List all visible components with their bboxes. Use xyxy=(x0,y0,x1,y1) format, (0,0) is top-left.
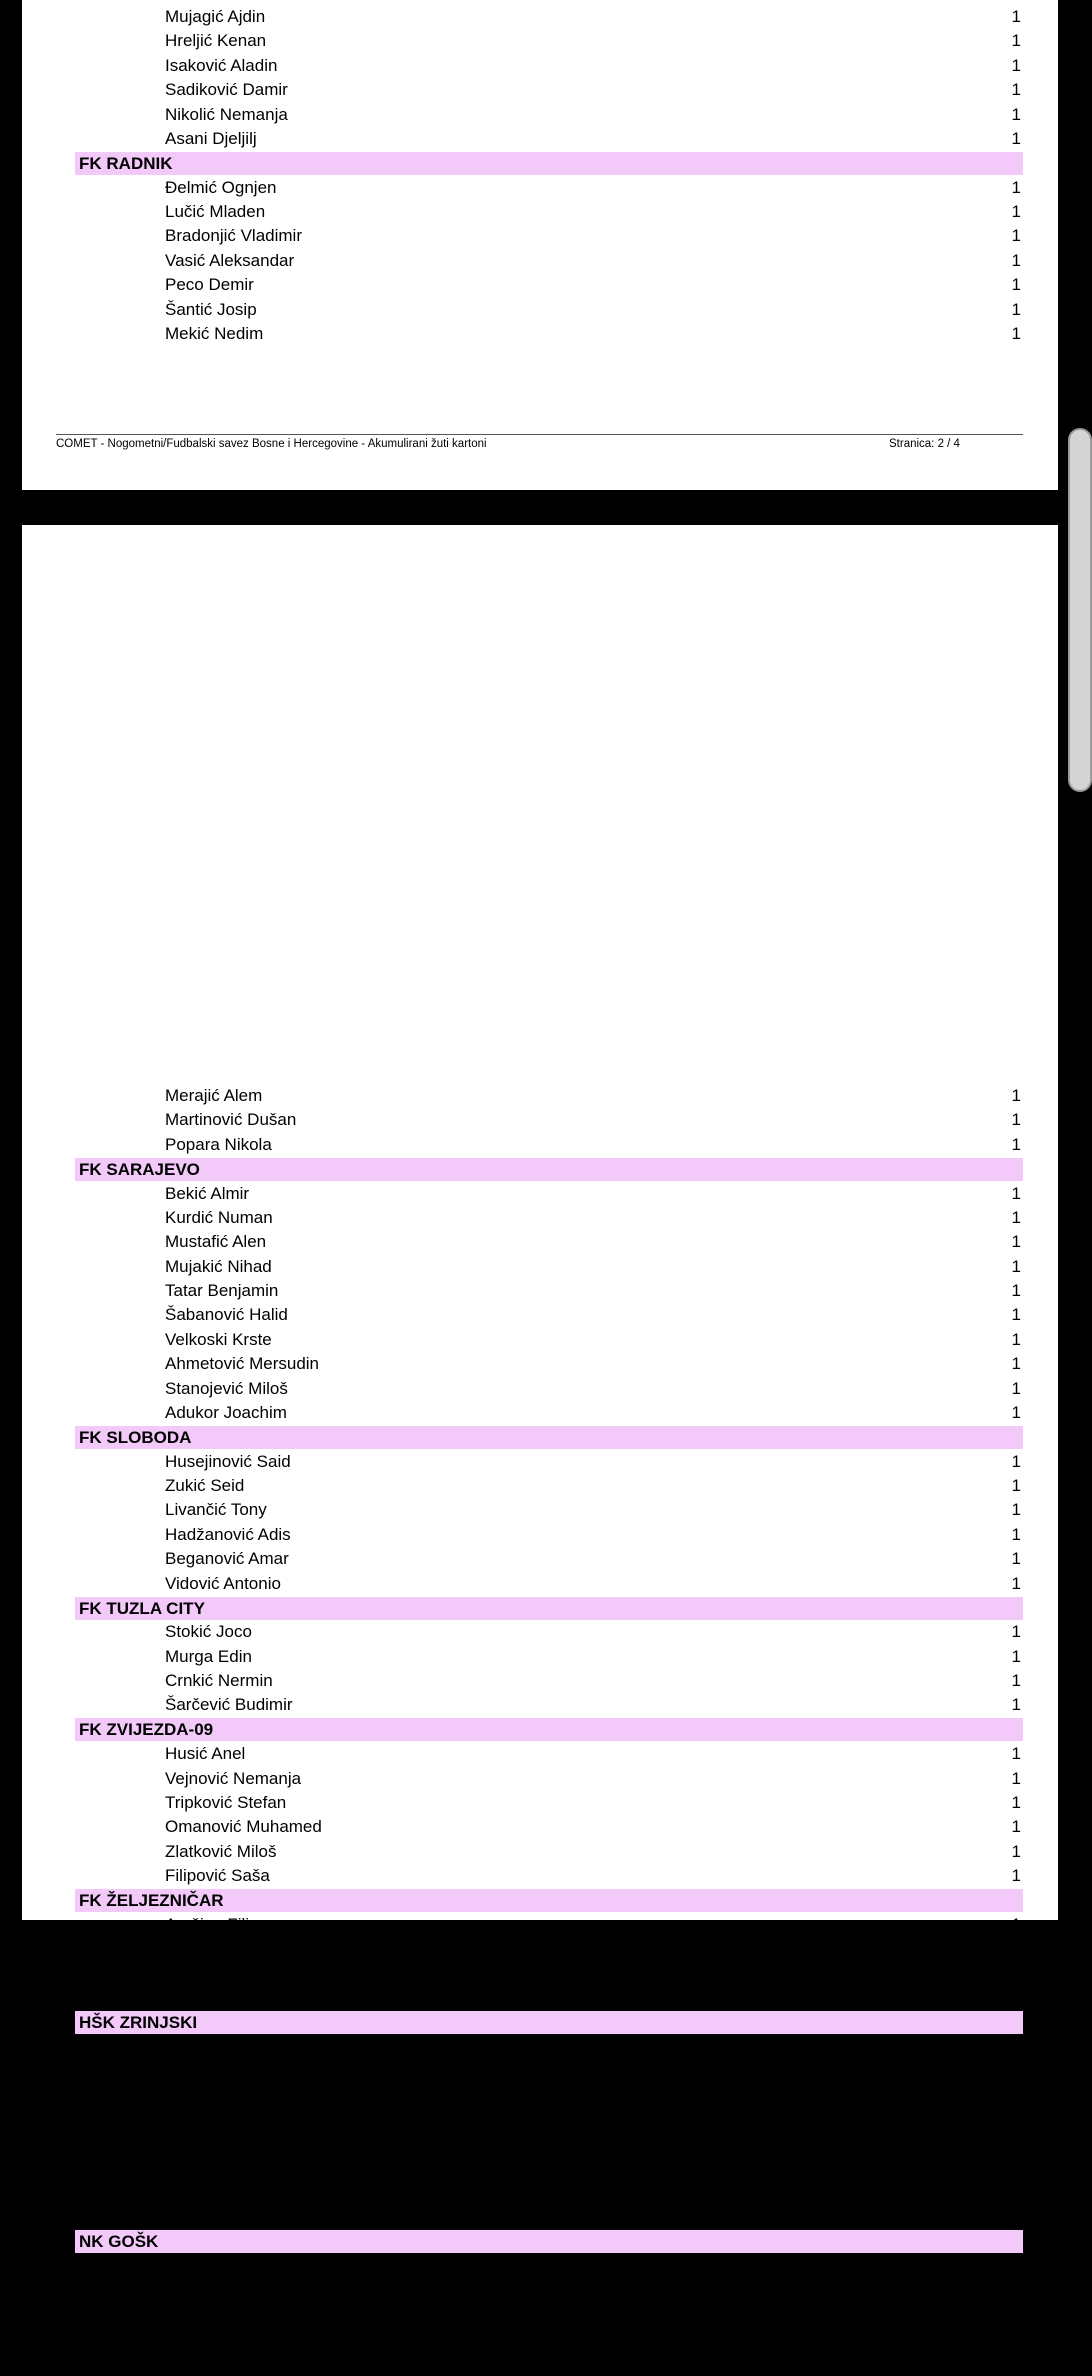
document-page-2 xyxy=(22,0,1058,490)
yellow-card-count: 1 xyxy=(1011,2134,1021,2154)
player-name: Mujakić Nihad xyxy=(165,1256,272,1276)
yellow-card-count: 1 xyxy=(1011,2109,1021,2129)
table-row xyxy=(22,2327,1058,2351)
yellow-card-count: 1 xyxy=(1011,1378,1021,1398)
yellow-card-count: 1 xyxy=(1011,2036,1021,2056)
table-row xyxy=(22,1742,1058,1766)
player-name: Ahmetović Mersudin xyxy=(165,1354,320,1374)
player-name: Asani Djeljilj xyxy=(165,128,257,148)
yellow-card-count: 1 xyxy=(1011,1207,1021,1227)
player-name: Barišić Hrvoje xyxy=(165,2182,270,2202)
table-row xyxy=(22,2352,1058,2376)
player-name: Popara Nikola xyxy=(165,1134,272,1154)
player-name: Mujagić Ajdin xyxy=(165,7,266,26)
table-row xyxy=(22,1815,1058,1839)
yellow-card-count: 1 xyxy=(1011,1817,1021,1837)
yellow-card-count: 1 xyxy=(1011,250,1021,270)
table-row xyxy=(22,1962,1058,1986)
yellow-card-count: 1 xyxy=(1011,1695,1021,1715)
table-row xyxy=(22,2205,1058,2229)
page-number: Stranica: 2 / 4 xyxy=(889,438,960,450)
yellow-card-count: 1 xyxy=(1011,2085,1021,2105)
table-row xyxy=(22,2254,1058,2278)
yellow-card-count: 1 xyxy=(1011,1792,1021,1812)
table-row xyxy=(22,1474,1058,1498)
player-name: Hairlahović Ismar xyxy=(165,2134,297,2154)
table-row xyxy=(22,2303,1058,2327)
player-name: Adukor Joachim xyxy=(165,1402,287,1422)
yellow-card-count: 1 xyxy=(1011,1183,1021,1203)
player-name: Stokić Joco xyxy=(165,1622,252,1642)
player-name: Đelmić Ognjen xyxy=(165,177,277,197)
yellow-card-count: 1 xyxy=(1011,2061,1021,2080)
player-name: Omanović Muhamed xyxy=(165,1817,322,1837)
table-row xyxy=(22,1840,1058,1864)
yellow-card-count: 1 xyxy=(1011,1549,1021,1569)
yellow-card-count: 1 xyxy=(1011,1500,1021,1520)
player-name: Velkoski Krste xyxy=(165,1329,272,1349)
table-row xyxy=(22,103,1058,127)
yellow-card-count: 1 xyxy=(1011,1232,1021,1252)
yellow-card-count: 1 xyxy=(1011,1524,1021,1544)
table-row xyxy=(22,29,1058,53)
player-name: Isaković Aladin xyxy=(165,55,278,75)
table-row xyxy=(22,1547,1058,1571)
footer-title: COMET - Nogometni/Fudbalski savez Bosne i Hercegovine - Akumulirani žuti kartoni xyxy=(56,438,487,450)
yellow-card-count: 1 xyxy=(1011,1402,1021,1422)
yellow-card-count: 1 xyxy=(1011,1866,1021,1885)
table-row xyxy=(22,1133,1058,1157)
player-name: Tatar Benjamin xyxy=(165,1281,279,1300)
yellow-card-count: 1 xyxy=(1011,1256,1021,1276)
table-row xyxy=(22,176,1058,200)
player-name: Bradonjić Vladimir xyxy=(165,226,302,246)
yellow-card-count: 1 xyxy=(1011,7,1021,26)
yellow-card-count: 1 xyxy=(1011,1086,1021,1105)
team-header-fk-tuzla-city: FK TUZLA CITY xyxy=(75,1597,1023,1620)
yellow-card-count: 1 xyxy=(1011,1914,1021,1934)
table-row xyxy=(22,1303,1058,1327)
player-name: Bekrić Samir xyxy=(165,2085,262,2105)
yellow-card-count: 1 xyxy=(1011,177,1021,197)
table-row xyxy=(22,322,1058,346)
player-name: Kadušić Advan xyxy=(165,2158,278,2178)
table-row xyxy=(22,1108,1058,1132)
yellow-card-count: 1 xyxy=(1011,202,1021,221)
table-row xyxy=(22,1206,1058,1230)
player-name: Ereiz Josip xyxy=(165,2256,249,2275)
player-name: Murga Edin xyxy=(165,1646,252,1666)
table-row xyxy=(22,2157,1058,2181)
table-row xyxy=(22,273,1058,297)
table-row xyxy=(22,200,1058,224)
yellow-card-count: 1 xyxy=(1011,2304,1021,2324)
table-row xyxy=(22,1645,1058,1669)
player-name: Hreljić Kenan xyxy=(165,31,267,51)
player-name: Beganović Amar xyxy=(165,1549,289,1569)
yellow-card-count: 1 xyxy=(1011,1329,1021,1349)
table-row xyxy=(22,1767,1058,1791)
team-header-fk-sarajevo: FK SARAJEVO xyxy=(75,1158,1023,1181)
player-name: Lučić Mladen xyxy=(165,202,266,221)
yellow-card-count: 1 xyxy=(1011,1963,1021,1983)
player-name: Husić Anel xyxy=(165,1744,246,1764)
yellow-card-count: 1 xyxy=(1011,275,1021,295)
player-name: Kurdić Numan xyxy=(165,1207,273,1227)
player-name: Bakrač Miloš xyxy=(165,1987,263,2007)
yellow-card-count: 1 xyxy=(1011,1646,1021,1666)
yellow-card-count: 1 xyxy=(1011,299,1021,319)
table-row xyxy=(22,78,1058,102)
player-name: Sadiković Damir xyxy=(165,80,288,100)
yellow-card-count: 1 xyxy=(1011,128,1021,148)
table-row xyxy=(22,5,1058,29)
player-name: Vasić Aleksandar xyxy=(165,250,295,270)
table-row xyxy=(22,127,1058,151)
yellow-card-count: 1 xyxy=(1011,2207,1021,2227)
player-name: Šarčević Budimir xyxy=(165,1695,293,1715)
yellow-card-count: 1 xyxy=(1011,1281,1021,1300)
player-name: Osmanković Kemal xyxy=(165,1939,312,1959)
table-row xyxy=(22,2132,1058,2156)
table-row xyxy=(22,1255,1058,1279)
table-row xyxy=(22,1937,1058,1961)
yellow-card-count: 1 xyxy=(1011,31,1021,51)
table-row xyxy=(22,2083,1058,2107)
yellow-card-count: 1 xyxy=(1011,1622,1021,1642)
player-name: Mustafić Alen xyxy=(165,1232,267,1252)
yellow-card-count: 1 xyxy=(1011,2329,1021,2349)
yellow-card-count: 1 xyxy=(1011,2256,1021,2275)
yellow-card-count: 1 xyxy=(1011,1110,1021,1130)
yellow-card-count: 1 xyxy=(1011,1939,1021,1959)
player-name: Šantić Josip xyxy=(165,299,257,319)
player-name: Arežina Filip xyxy=(165,1914,259,1934)
yellow-card-count: 1 xyxy=(1011,2158,1021,2178)
yellow-card-count: 1 xyxy=(1011,1305,1021,1325)
yellow-card-count: 1 xyxy=(1011,1476,1021,1495)
player-list xyxy=(22,5,1058,346)
player-name: Todorović Ognjen xyxy=(165,2061,298,2080)
yellow-card-count: 1 xyxy=(1011,2353,1021,2373)
player-name: Ramić Mirsad xyxy=(165,2304,269,2324)
yellow-card-count: 1 xyxy=(1011,1768,1021,1788)
player-name: Marković Eman xyxy=(165,2207,283,2227)
team-header-fk-zeljeznicar: FK ŽELJEZNIČAR xyxy=(75,1889,1023,1912)
table-row xyxy=(22,249,1058,273)
player-name: Crnkić Nermin xyxy=(165,1671,273,1690)
player-name: Peco Demir xyxy=(165,275,254,295)
player-name: Stanojević Miloš xyxy=(165,1378,288,1398)
team-header-fk-zvijezda-09: FK ZVIJEZDA-09 xyxy=(75,1718,1023,1741)
yellow-card-count: 1 xyxy=(1011,1671,1021,1690)
player-name: Merajić Alem xyxy=(165,1086,263,1105)
yellow-card-count: 1 xyxy=(1011,2280,1021,2300)
player-name: Tripković Stefan xyxy=(165,1792,287,1812)
player-name: Hajdarević Haris xyxy=(165,1963,290,1983)
player-name: Husejinović Said xyxy=(165,1451,291,1471)
yellow-card-count: 1 xyxy=(1011,1744,1021,1764)
player-name: Livančić Tony xyxy=(165,1500,267,1520)
table-row xyxy=(22,2035,1058,2059)
player-name: Zukić Seid xyxy=(165,1476,245,1495)
table-row xyxy=(22,1913,1058,1937)
yellow-card-count: 1 xyxy=(1011,1354,1021,1374)
table-row xyxy=(22,1084,1058,1108)
table-row xyxy=(22,1401,1058,1425)
player-list xyxy=(22,1084,1058,2376)
player-name: Đajić Darko xyxy=(165,2329,253,2349)
player-name: Filipović Saša xyxy=(165,1866,270,1885)
table-row xyxy=(22,1669,1058,1693)
table-row xyxy=(22,1377,1058,1401)
player-name: Zlatković Miloš xyxy=(165,1841,277,1861)
player-name: Vejnović Nemanja xyxy=(165,1768,302,1788)
player-name: Kozić Dalibor xyxy=(165,2280,266,2300)
yellow-card-count: 1 xyxy=(1011,1573,1021,1593)
yellow-card-count: 1 xyxy=(1011,323,1021,343)
player-name: Mekić Nedim xyxy=(165,323,264,343)
player-name: Nikolić Nemanja xyxy=(165,104,288,124)
table-row xyxy=(22,1498,1058,1522)
player-name: Hadžanović Adis xyxy=(165,1524,291,1544)
yellow-card-count: 1 xyxy=(1011,1987,1021,2007)
table-row xyxy=(22,298,1058,322)
table-row xyxy=(22,1279,1058,1303)
team-header-nk-gosk: NK GOŠK xyxy=(75,2230,1023,2253)
scrollbar-thumb[interactable] xyxy=(1068,428,1092,792)
player-name: Bekić Almir xyxy=(165,1183,250,1203)
table-row xyxy=(22,1352,1058,1376)
yellow-card-count: 1 xyxy=(1011,2182,1021,2202)
table-row xyxy=(22,1572,1058,1596)
document-page-3 xyxy=(22,525,1058,2373)
table-row xyxy=(22,1450,1058,1474)
yellow-card-count: 1 xyxy=(1011,55,1021,75)
yellow-card-count: 1 xyxy=(1011,1841,1021,1861)
table-row xyxy=(22,224,1058,248)
table-row xyxy=(22,2181,1058,2205)
player-name: Bilbija Nemanja xyxy=(165,2036,284,2056)
player-name: Bošković Boško xyxy=(165,2353,285,2373)
yellow-card-count: 1 xyxy=(1011,1451,1021,1471)
team-header-fk-radnik: FK RADNIK xyxy=(75,152,1023,175)
table-row xyxy=(22,2278,1058,2302)
team-header-fk-sloboda: FK SLOBODA xyxy=(75,1426,1023,1449)
table-row xyxy=(22,1620,1058,1644)
table-row xyxy=(22,1986,1058,2010)
team-header-hsk-zrinjski: HŠK ZRINJSKI xyxy=(75,2011,1023,2034)
table-row xyxy=(22,1523,1058,1547)
yellow-card-count: 1 xyxy=(1011,226,1021,246)
yellow-card-count: 1 xyxy=(1011,80,1021,100)
footer-divider xyxy=(56,434,1023,435)
player-name: Stanić Srđan xyxy=(165,2109,263,2129)
player-name: Martinović Dušan xyxy=(165,1110,297,1130)
table-row xyxy=(22,2059,1058,2083)
table-row xyxy=(22,1328,1058,1352)
table-row xyxy=(22,1693,1058,1717)
table-row xyxy=(22,2108,1058,2132)
table-row xyxy=(22,1182,1058,1206)
yellow-card-count: 1 xyxy=(1011,104,1021,124)
table-row xyxy=(22,54,1058,78)
yellow-card-count: 1 xyxy=(1011,1134,1021,1154)
player-name: Vidović Antonio xyxy=(165,1573,281,1593)
table-row xyxy=(22,1791,1058,1815)
table-row xyxy=(22,1864,1058,1888)
table-row xyxy=(22,1230,1058,1254)
player-name: Šabanović Halid xyxy=(165,1305,288,1325)
